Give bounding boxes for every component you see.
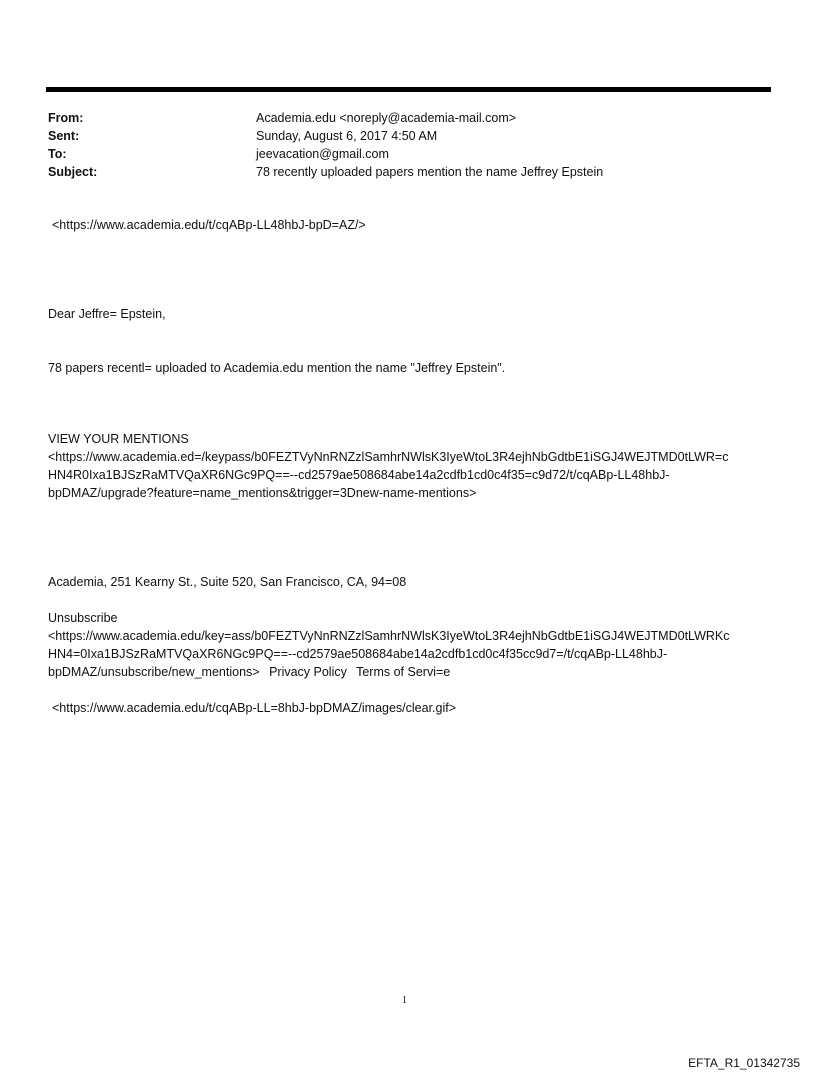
to-value: jeevacation@gmail.com	[256, 147, 389, 161]
mailing-address: Academia, 251 Kearny St., Suite 520, San Francisco, CA, 94=08	[48, 575, 407, 589]
subject-value: 78 recently uploaded papers mention the name Jeffrey Epstein	[256, 165, 604, 179]
intro-text: 78 papers recentl= uploaded to Academia.edu mention the name "Jeffrey Epstein".	[48, 361, 506, 375]
bates-number: EFTA_R1_01342735	[688, 1056, 800, 1070]
footer-links-row	[48, 663, 456, 681]
view-mentions-link-line[interactable]: <https://www.academia.ed=/keypass/b0FEZTVyNnRNZzlSamhrNWlsK3IyeWtoL3R4ejhNbGdtbE1iSGJ4WEJTMD0tLWR=c	[48, 450, 729, 464]
greeting: Dear Jeffre= Epstein,	[48, 307, 166, 321]
unsubscribe-link-line[interactable]: <https://www.academia.edu/key=ass/b0FEZTVyNnRNZzlSamhrNWlsK3IyeWtoL3R4ejhNbGdtbE1iSGJ4WEJTMD0tLWRKc	[48, 629, 730, 643]
view-mentions-label: VIEW YOUR MENTIONS	[48, 432, 189, 446]
subject-label: Subject:	[48, 165, 98, 179]
header-link[interactable]: <https://www.academia.edu/t/cqABp-LL48hbJ-bpD=AZ/>	[52, 218, 366, 232]
clear-gif-link[interactable]: <https://www.academia.edu/t/cqABp-LL=8hbJ-bpDMAZ/images/clear.gif>	[52, 701, 457, 715]
terms-of-service-link[interactable]: Terms of Servi=e	[356, 665, 451, 679]
to-label: To:	[48, 147, 67, 161]
sent-label: Sent:	[48, 129, 80, 143]
from-value: Academia.edu <noreply@academia-mail.com>	[256, 111, 517, 125]
view-mentions-link-line[interactable]: HN4R0Ixa1BJSzRaMTVQaXR6NGc9PQ==--cd2579ae508684abe14a2cdfb1cd0c4f35=c9d72/t/cqABp-LL48hbJ-	[48, 468, 670, 482]
page-number: 1	[402, 995, 407, 1006]
privacy-policy-link[interactable]: Privacy Policy	[269, 665, 347, 679]
unsubscribe-link-line[interactable]: HN4=0Ixa1BJSzRaMTVQaXR6NGc9PQ==--cd2579ae508684abe14a2cdfb1cd0c4f35cc9d7=/t/cqABp-LL48hbJ-	[48, 647, 668, 661]
header-divider	[46, 87, 771, 92]
unsubscribe-label: Unsubscribe	[48, 611, 118, 625]
unsubscribe-link-line[interactable]: bpDMAZ/unsubscribe/new_mentions>	[48, 665, 260, 679]
sent-value: Sunday, August 6, 2017 4:50 AM	[256, 129, 438, 143]
from-label: From:	[48, 111, 84, 125]
view-mentions-link-line[interactable]: bpDMAZ/upgrade?feature=name_mentions&trigger=3Dnew-name-mentions>	[48, 486, 477, 500]
